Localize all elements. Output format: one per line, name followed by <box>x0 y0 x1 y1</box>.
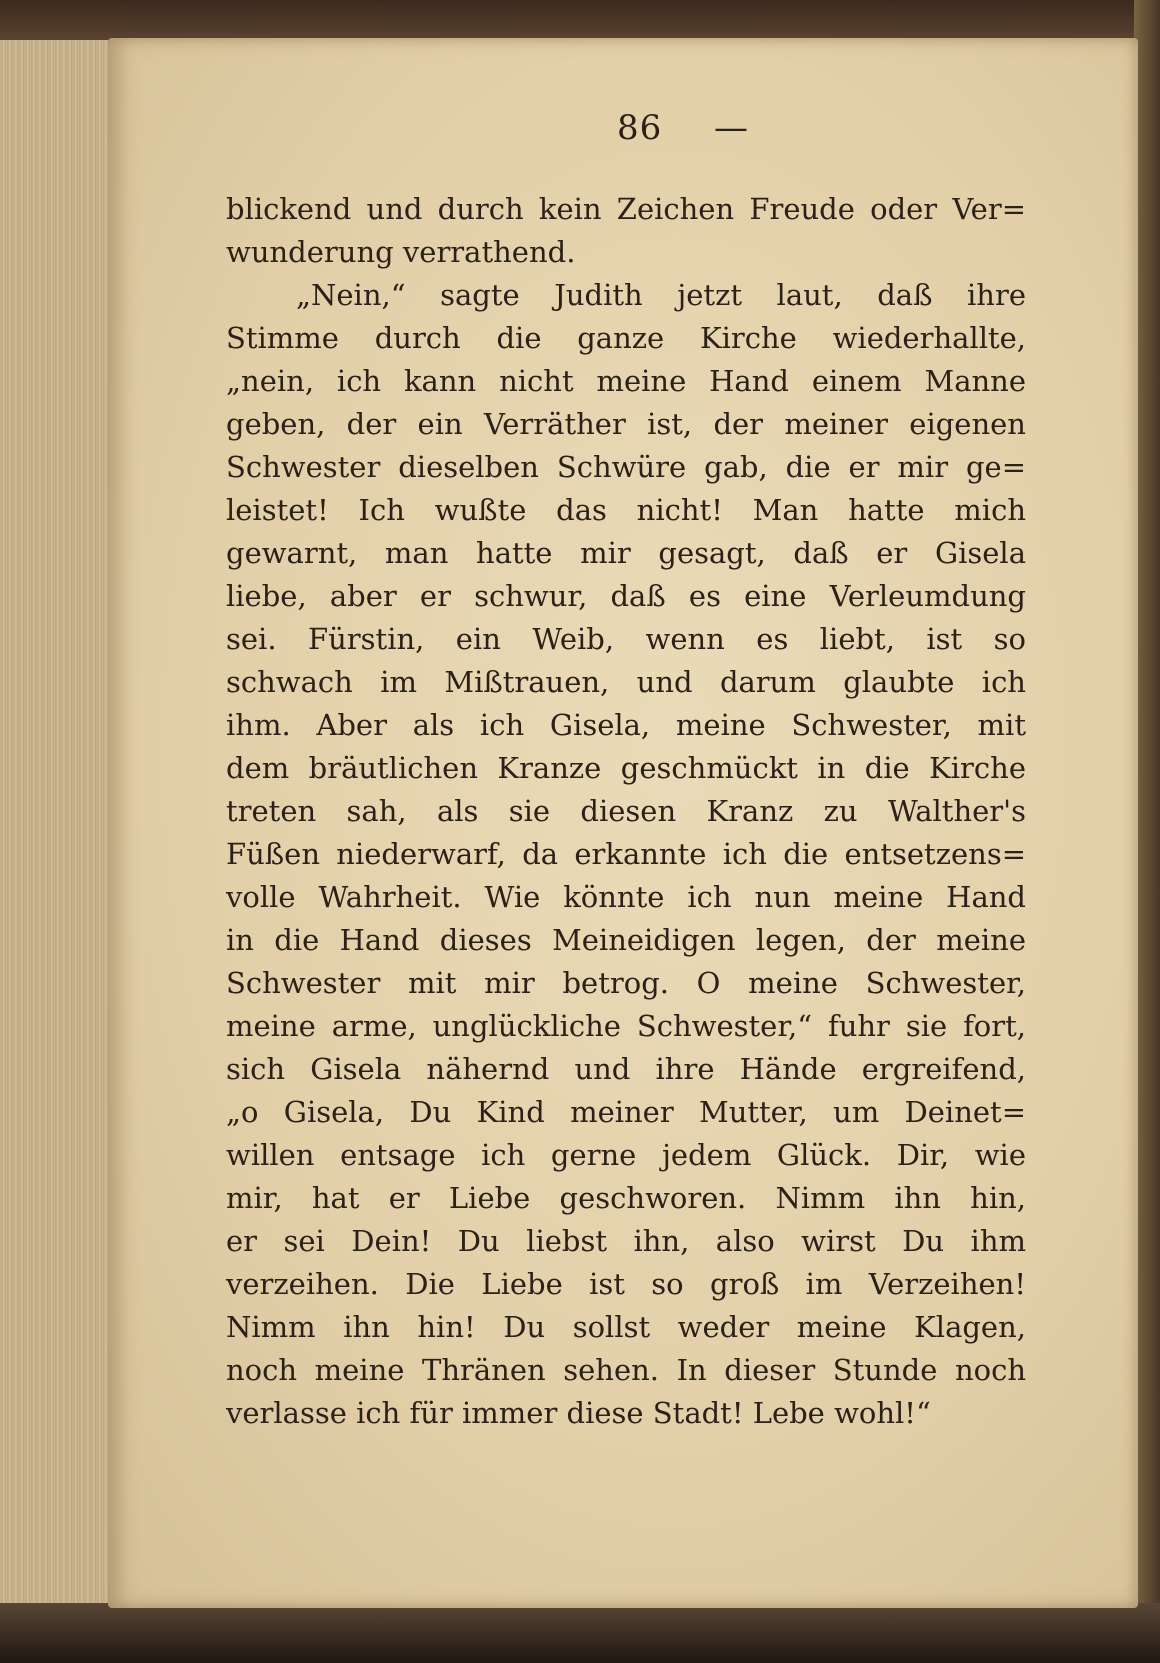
text-line: volle Wahrheit. Wie könnte ich nun meine Hand <box>226 880 1026 914</box>
text-line: ihm. Aber als ich Gisela, meine Schwester, mit <box>226 708 1026 742</box>
text-line: treten sah, als sie diesen Kranz zu Walther's <box>226 794 1026 828</box>
text-line: Schwester mit mir betrog. O meine Schwester, <box>226 966 1026 1000</box>
text-line: schwach im Mißtrauen, und darum glaubte ich <box>226 665 1026 699</box>
text-line: „o Gisela, Du Kind meiner Mutter, um Deinet= <box>226 1095 1026 1129</box>
text-line: sich Gisela nähernd und ihre Hände ergreifend, <box>226 1052 1026 1086</box>
text-line: dem bräutlichen Kranze geschmückt in die Kirche <box>226 751 1026 785</box>
page-stack <box>0 20 120 1620</box>
text-line: Stimme durch die ganze Kirche wiederhallte, <box>226 321 1026 355</box>
text-line: geben, der ein Verräther ist, der meiner eigenen <box>226 407 1026 441</box>
text-line: verzeihen. Die Liebe ist so groß im Verzeihen! <box>226 1267 1026 1301</box>
text-line: „nein, ich kann nicht meine Hand einem Manne <box>226 364 1026 398</box>
text-line: leistet! Ich wußte das nicht! Man hatte mich <box>226 493 1026 527</box>
book-bottom-edge <box>0 1603 1160 1663</box>
page-header <box>108 108 1138 148</box>
text-line: er sei Dein! Du liebst ihn, also wirst Du ihm <box>226 1224 1026 1258</box>
text-line: blickend und durch kein Zeichen Freude oder Ver= <box>226 192 1026 226</box>
text-line: liebe, aber er schwur, daß es eine Verleumdung <box>226 579 1026 613</box>
body-text <box>226 188 1026 1435</box>
text-line: Nimm ihn hin! Du sollst weder meine Klagen, <box>226 1310 1026 1344</box>
text-line: Füßen niederwarf, da erkannte ich die entsetzens= <box>226 837 1026 871</box>
text-line: wunderung verrathend. <box>226 235 576 269</box>
page-number: 86 <box>616 108 663 148</box>
text-line: gewarnt, man hatte mir gesagt, daß er Gisela <box>226 536 1026 570</box>
text-line: noch meine Thränen sehen. In dieser Stunde noch <box>226 1353 1026 1387</box>
text-line: „Nein,“ sagte Judith jetzt laut, daß ihre <box>296 278 1026 312</box>
text-line: in die Hand dieses Meineidigen legen, der meine <box>226 923 1026 957</box>
text-line: Schwester dieselben Schwüre gab, die er mir ge= <box>226 450 1026 484</box>
text-line: verlasse ich für immer diese Stadt! Lebe wohl!“ <box>226 1396 931 1430</box>
text-line: meine arme, unglückliche Schwester,“ fuhr sie fort, <box>226 1009 1026 1043</box>
book-top-edge <box>0 0 1160 40</box>
book-page <box>108 38 1138 1608</box>
text-line: willen entsage ich gerne jedem Glück. Dir, wie <box>226 1138 1026 1172</box>
header-dash: — <box>714 108 750 148</box>
text-line: mir, hat er Liebe geschworen. Nimm ihn hin, <box>226 1181 1026 1215</box>
text-line: sei. Fürstin, ein Weib, wenn es liebt, ist so <box>226 622 1026 656</box>
